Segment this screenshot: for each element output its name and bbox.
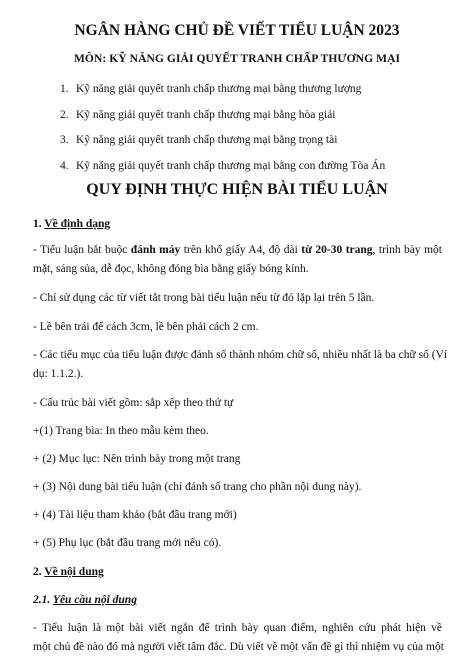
topic-text: Kỹ năng giải quyết tranh chấp thương mại bằng trọng tài — [76, 134, 338, 146]
content-paragraph-line-2: một chủ đề nào đó mà người viết tâm đắc. Dù viết về một vấn đề gì thì nhiệm vụ của một — [33, 641, 444, 653]
text-run: , trình bày một — [372, 244, 443, 256]
topic-number: 3. — [60, 134, 69, 146]
bold-run: đánh máy — [130, 244, 181, 256]
text-run: trên khổ giấy A4, độ dài — [180, 244, 302, 256]
section-2-1-title: Yêu cầu nội dung — [52, 594, 137, 606]
topic-text: Kỹ năng giải quyết tranh chấp thương mại bằng hòa giải — [76, 109, 336, 121]
structure-item-5: + (5) Phụ lục (bắt đầu trang mới nếu có). — [33, 537, 222, 549]
section-2-1-number: 2.1. — [33, 594, 51, 606]
topic-item — [60, 83, 361, 95]
format-paragraph-4-line-2: dụ: 1.1.2.). — [33, 368, 84, 380]
topic-item — [60, 134, 337, 146]
format-paragraph-1-line-2: mặt, sáng sủa, dễ đọc, không đóng bìa bằng giấy bóng kính. — [33, 263, 309, 275]
structure-item-1: +(1) Trang bìa: In theo mẫu kèm theo. — [33, 425, 209, 437]
topic-number: 2. — [60, 109, 69, 121]
topic-item — [60, 160, 385, 172]
section-2-title: Về nội dung — [44, 566, 104, 578]
topic-number: 4. — [60, 160, 69, 172]
format-paragraph-4: - Các tiểu mục của tiểu luận được đánh số thành nhóm chữ số, nhiều nhất là ba chữ số (Ví — [33, 349, 448, 361]
topic-number: 1. — [60, 83, 69, 95]
bold-run: từ 20-30 trang — [301, 244, 373, 256]
format-paragraph-3: - Lề bên trái để cách 3cm, lề bên phải cách 2 cm. — [33, 321, 259, 333]
section-2-number: 2. — [33, 566, 42, 578]
document-title: NGÂN HÀNG CHỦ ĐỀ VIẾT TIỂU LUẬN 2023 — [74, 22, 400, 39]
section-1-heading — [33, 218, 110, 230]
format-paragraph-5: - Cấu trúc bài viết gồm: sắp xếp theo thứ tự — [33, 397, 234, 409]
section-1-title: Về định dạng — [44, 218, 111, 230]
section-1-number: 1. — [33, 218, 42, 230]
format-paragraph-1 — [33, 244, 442, 256]
topic-item — [60, 109, 336, 121]
subject-title: MÔN: KỸ NĂNG GIẢI QUYẾT TRANH CHẤP THƯƠNG MẠI — [73, 53, 401, 65]
topic-text: Kỹ năng giải quyết tranh chấp thương mại bằng thương lượng — [76, 83, 362, 95]
content-paragraph-line-1: - Tiểu luận là một bài viết ngắn để trình bày quan điểm, nghiên cứu phát hiện về — [33, 622, 442, 634]
format-paragraph-2: - Chỉ sử dụng các từ viết tắt trong bài tiểu luận nếu từ đó lặp lại trên 5 lần. — [33, 292, 375, 304]
structure-item-4: + (4) Tài liệu tham khảo (bắt đầu trang mới) — [33, 509, 237, 521]
section-2-heading — [33, 566, 104, 578]
text-run: - Tiểu luận bắt buộc — [33, 244, 131, 256]
structure-item-2: + (2) Mục lục: Nên trình bày trong một trang — [33, 453, 241, 465]
topic-text: Kỹ năng giải quyết tranh chấp thương mại bằng con đường Tòa Án — [76, 160, 386, 172]
rules-title: QUY ĐỊNH THỰC HIỆN BÀI TIỂU LUẬN — [86, 181, 388, 198]
section-2-1-heading — [33, 594, 137, 606]
structure-item-3: + (3) Nội dung bài tiểu luận (chỉ đánh số trang cho phần nội dung này). — [33, 481, 362, 493]
